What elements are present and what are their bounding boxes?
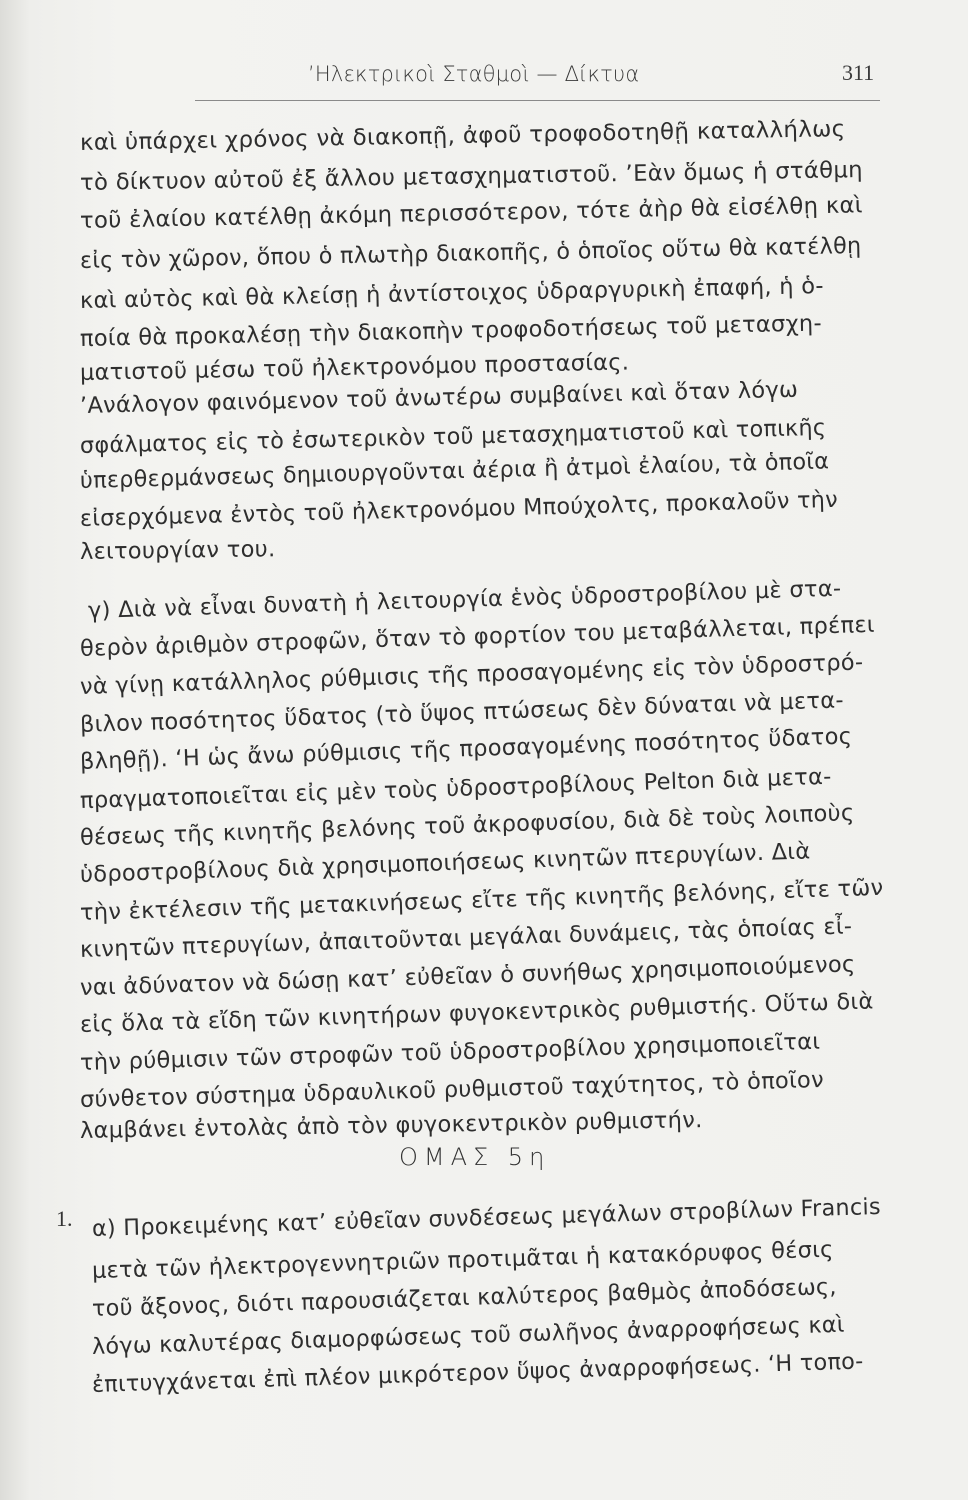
body-line: ποία θὰ προκαλέσῃ τὴν διακοπὴν τροφοδοτήσεως τοῦ μετασχη- bbox=[79, 310, 823, 352]
body-line: λειτουργίαν του. bbox=[79, 536, 276, 565]
body-line: καὶ ὑπάρχει χρόνος νὰ διακοπῇ, ἀφοῦ τροφοδοτηθῇ καταλλήλως bbox=[79, 115, 846, 156]
item-line: μετὰ τῶν ἠλεκτρογεννητριῶν προτιμᾶται ἡ κατακόρυφος θέσις bbox=[91, 1236, 834, 1284]
section-heading: ΟΜΑΣ 5η bbox=[399, 1143, 551, 1171]
body-line: καὶ αὐτὸς καὶ θὰ κλείσῃ ἡ ἀντίστοιχος ὑδραργυρικὴ ἐπαφή, ἡ ὁ- bbox=[79, 273, 825, 314]
body-line: θέσεως τῆς κινητῆς βελόνης τοῦ ἀκροφυσίου, διὰ δὲ τοὺς λοιποὺς bbox=[79, 799, 855, 851]
body-line: ματιστοῦ μέσω τοῦ ἠλεκτρονόμου προστασίας. bbox=[79, 349, 630, 386]
body-line: εἰσερχόμενα ἐντὸς τοῦ ἠλεκτρονόμου Μπούχολτς, προκαλοῦν τὴν bbox=[79, 486, 839, 532]
body-line: νὰ γίνῃ κατάλληλος ρύθμισις τῆς προσαγομένης εἰς τὸν ὑδροστρό- bbox=[79, 649, 864, 700]
header-rule bbox=[195, 100, 880, 101]
body-line: ὑδροστροβίλους διὰ χρησιμοποιήσεως κινητῶν πτερυγίων. Διὰ bbox=[79, 838, 811, 888]
body-line: γ) Διὰ νὰ εἶναι δυνατὴ ἡ λειτουργία ἑνὸς ὑδροστροβίλου μὲ στα- bbox=[87, 575, 842, 624]
body-line: ναι ἀδύνατον νὰ δώσῃ κατ’ εὐθεῖαν ὁ συνήθως χρησιμοποιούμενος bbox=[79, 951, 856, 1001]
item-line: α) Προκειμένης κατ’ εὐθεῖαν συνδέσεως μεγάλων στροβίλων Francis bbox=[91, 1193, 882, 1242]
body-line: λαμβάνει ἐντολὰς ἀπὸ τὸν φυγοκεντρικὸν ρυθμιστήν. bbox=[79, 1107, 703, 1144]
body-line: τὴν ἐκτέλεσιν τῆς μετακινήσεως εἴτε τῆς κινητῆς βελόνης, εἴτε τῶν bbox=[79, 874, 884, 926]
body-line: τὸ δίκτυον αὐτοῦ ἐξ ἄλλου μετασχηματιστοῦ. ’Εὰν ὅμως ἡ στάθμη bbox=[79, 157, 864, 196]
body-line: ὑπερθερμάνσεως δημιουργοῦνται ἀέρια ἢ ἀτμοὶ ἐλαίου, τὰ ὁποῖα bbox=[79, 448, 830, 494]
item-line: τοῦ ἄξονος, διότι παρουσιάζεται καλύτερος βαθμὸς ἀποδόσεως, bbox=[91, 1273, 838, 1322]
item-line: ἐπιτυγχάνεται ἐπὶ πλέον μικρότερον ὕψος ἀναρροφήσεως. ‘Η τοπο- bbox=[91, 1348, 864, 1398]
body-line: βιλον ποσότητος ὕδατος (τὸ ὕψος πτώσεως δὲν δύναται νὰ μετα- bbox=[79, 687, 845, 738]
body-line: κινητῶν πτερυγίων, ἀπαιτοῦνται μεγάλαι δυνάμεις, τὰς ὁποίας εἶ- bbox=[79, 913, 853, 963]
body-line: πραγματοποιεῖται εἰς μὲν τοὺς ὑδροστροβίλους Pelton διὰ μετα- bbox=[79, 763, 832, 814]
body-line: εἰς ὅλα τὰ εἴδη τῶν κινητήρων φυγοκεντρικὸς ρυθμιστής. Οὕτω διὰ bbox=[79, 988, 874, 1038]
item-line: λόγω καλυτέρας διαμορφώσεως τοῦ σωλῆνος ἀναρροφήσεως καὶ bbox=[91, 1311, 845, 1360]
body-line: θερὸν ἀριθμὸν στροφῶν, ὅταν τὸ φορτίον του μεταβάλλεται, πρέπει bbox=[79, 611, 876, 662]
body-line: τὴν ρύθμισιν τῶν στροφῶν τοῦ ὑδροστροβίλου χρησιμοποιεῖται bbox=[79, 1028, 821, 1076]
body-line: βληθῇ). ‘Η ὡς ἄνω ρύθμισις τῆς προσαγομένης ποσότητος ὕδατος bbox=[79, 723, 853, 775]
body-line: εἰς τὸν χῶρον, ὅπου ὁ πλωτὴρ διακοπῆς, ὁ ὁποῖος οὕτω θὰ κατέλθῃ bbox=[79, 232, 862, 274]
body-line: ’Ανάλογον φαινόμενον τοῦ ἀνωτέρω συμβαίνει καὶ ὅταν λόγω bbox=[79, 376, 799, 419]
item-number: 1. bbox=[56, 1206, 73, 1231]
body-line: σύνθετον σύστημα ὑδραυλικοῦ ρυθμιστοῦ ταχύτητος, τὸ ὁποῖον bbox=[79, 1066, 825, 1113]
body-line: σφάλματος εἰς τὸ ἐσωτερικὸν τοῦ μετασχηματιστοῦ καὶ τοπικῆς bbox=[79, 414, 827, 459]
body-line: τοῦ ἐλαίου κατέλθῃ ἀκόμη περισσότερον, τότε ἀὴρ θὰ εἰσέλθῃ καὶ bbox=[79, 192, 864, 234]
page-number: 311 bbox=[842, 60, 875, 85]
running-header: ’Ηλεκτρικοὶ Σταθμοὶ — Δίκτυα bbox=[308, 62, 640, 86]
